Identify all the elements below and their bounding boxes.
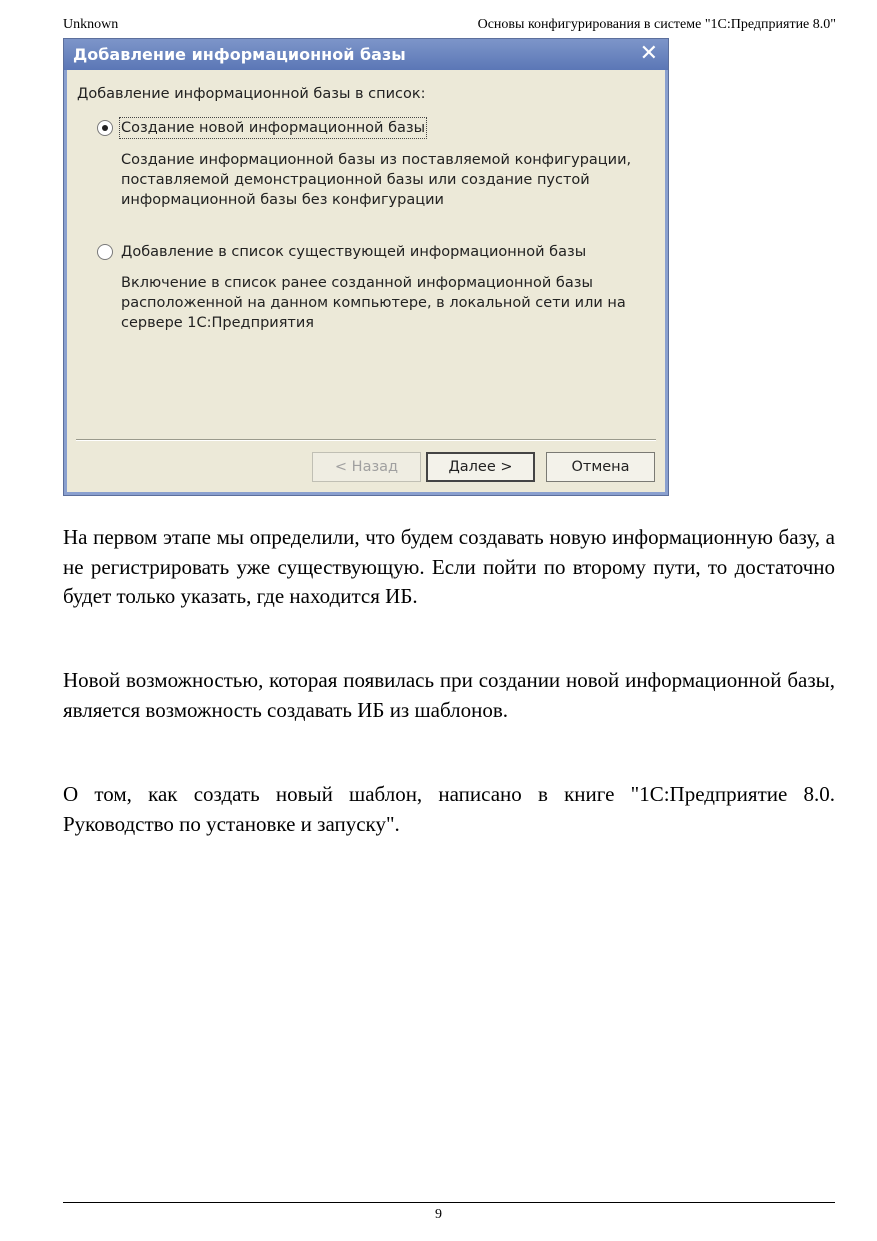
header-title: Основы конфигурирования в системе "1С:Предприятие 8.0" <box>477 17 836 32</box>
dialog-titlebar <box>64 39 668 70</box>
option-add-existing-label[interactable]: Добавление в список существующей информационной базы <box>121 244 587 260</box>
page-number: 9 <box>435 1207 442 1222</box>
add-infobase-dialog <box>63 38 669 496</box>
footer-divider <box>63 1202 835 1203</box>
back-button[interactable]: < Назад <box>312 452 421 482</box>
dialog-separator <box>76 439 656 441</box>
option-create-new-description: Создание информационной базы из поставляемой конфигурации, поставляемой демонстрационной базы или создание пустой информационной базы без конфигурации <box>121 152 632 208</box>
close-icon[interactable]: ✕ <box>639 41 658 66</box>
paragraph-3: О том, как создать новый шаблон, написано в книге "1С:Предприятие 8.0. Руководство по установке и запуску". <box>63 782 835 836</box>
paragraph-2: Новой возможностью, которая появилась при создании новой информационной базы, является возможность создавать ИБ из шаблонов. <box>63 668 835 722</box>
paragraph-1: На первом этапе мы определили, что будем создавать новую информационную базу, а не регистрировать уже существующую. Если пойти по второму пути, то достаточно будет только указать, где находится ИБ. <box>63 525 835 608</box>
dialog-title: Добавление информационной базы <box>73 45 406 64</box>
option-create-new-label[interactable]: Создание новой информационной базы <box>121 120 426 136</box>
cancel-button[interactable]: Отмена <box>546 452 655 482</box>
radio-create-new[interactable] <box>97 120 113 136</box>
option-add-existing-description: Включение в список ранее созданной информационной базы расположенной на данном компьютере, в локальной сети или на сервере 1С:Предприятия <box>121 275 626 331</box>
section-label: Добавление информационной базы в список: <box>77 86 426 102</box>
next-button[interactable]: Далее > <box>426 452 535 482</box>
header-left: Unknown <box>63 17 119 32</box>
radio-add-existing[interactable] <box>97 244 113 260</box>
